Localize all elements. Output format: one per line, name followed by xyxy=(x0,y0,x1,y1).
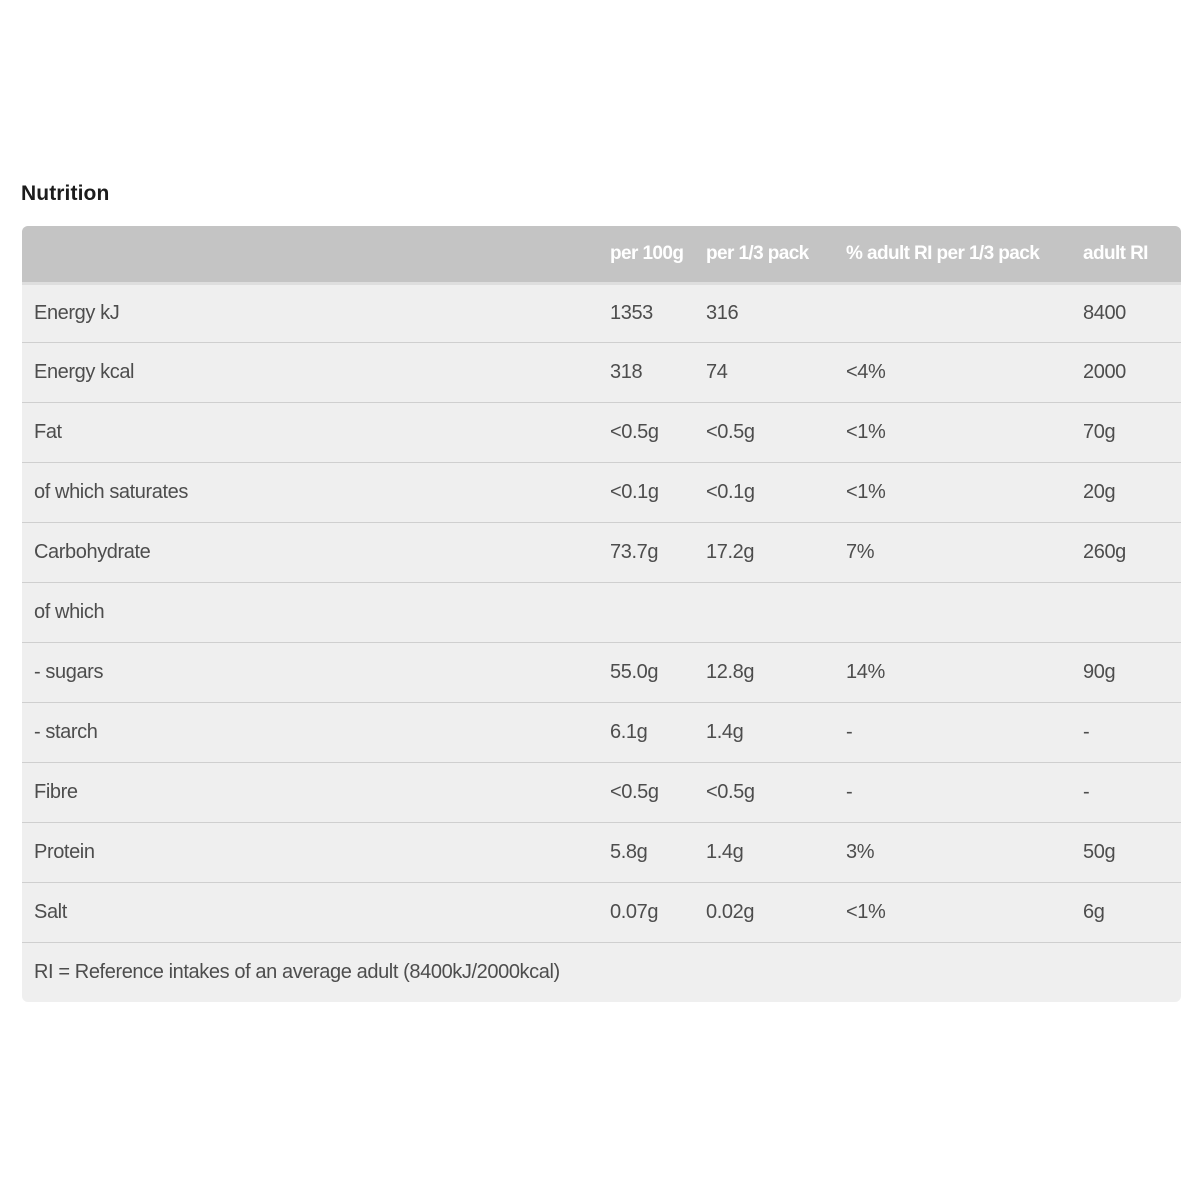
row-label: Energy kJ xyxy=(34,301,120,324)
table-row xyxy=(22,402,1181,462)
cell-per-pack xyxy=(706,582,846,642)
header-per-100g: per 100g xyxy=(610,242,684,264)
cell-ri-percent: - xyxy=(846,720,853,743)
row-label: of which xyxy=(34,600,105,623)
cell-per-pack: 316 xyxy=(706,301,739,324)
row-label: - sugars xyxy=(34,660,104,683)
nutrition-table xyxy=(22,226,1181,1002)
cell-ri-percent: <4% xyxy=(846,360,886,383)
table-row xyxy=(22,822,1181,882)
cell-per-100g: 318 xyxy=(610,360,643,383)
cell-per-100g: 1353 xyxy=(610,301,653,324)
nutrition-table-container xyxy=(22,226,1181,1002)
cell-adult-ri: - xyxy=(1083,720,1090,743)
table-row xyxy=(22,522,1181,582)
table-header xyxy=(22,226,1181,283)
table-row xyxy=(22,462,1181,522)
cell-adult-ri: 6g xyxy=(1083,900,1105,923)
table-row xyxy=(22,882,1181,942)
section-title: Nutrition xyxy=(21,182,110,205)
table-row xyxy=(22,283,1181,342)
cell-per-100g xyxy=(598,582,706,642)
footnote-text: RI = Reference intakes of an average adult (8400kJ/2000kcal) xyxy=(34,960,560,983)
cell-ri-percent: 14% xyxy=(846,660,885,683)
cell-ri-percent xyxy=(846,283,1083,342)
cell-per-pack: 1.4g xyxy=(706,720,744,743)
cell-per-100g: <0.1g xyxy=(610,480,659,503)
cell-ri-percent: - xyxy=(846,780,853,803)
cell-adult-ri: 8400 xyxy=(1083,301,1126,324)
table-row xyxy=(22,642,1181,702)
table-row xyxy=(22,342,1181,402)
table-row xyxy=(22,582,1181,642)
cell-per-pack: 0.02g xyxy=(706,900,755,923)
cell-per-pack: 74 xyxy=(706,360,728,383)
cell-adult-ri: 70g xyxy=(1083,420,1116,443)
cell-per-100g: <0.5g xyxy=(610,780,659,803)
header-adult-ri: adult RI xyxy=(1083,242,1148,264)
cell-adult-ri: 90g xyxy=(1083,660,1116,683)
cell-ri-percent: 7% xyxy=(846,540,875,563)
cell-per-pack: 1.4g xyxy=(706,840,744,863)
row-label: of which saturates xyxy=(34,480,188,503)
header-per-pack: per 1/3 pack xyxy=(706,242,809,264)
row-label: Salt xyxy=(34,900,67,923)
header-row xyxy=(22,226,1181,283)
cell-adult-ri: 2000 xyxy=(1083,360,1126,383)
table-row xyxy=(22,702,1181,762)
cell-per-pack: <0.5g xyxy=(706,780,755,803)
cell-ri-percent: <1% xyxy=(846,480,886,503)
cell-per-100g: 55.0g xyxy=(610,660,659,683)
table-body xyxy=(22,283,1181,942)
table-footer xyxy=(22,942,1181,1002)
cell-per-100g: 6.1g xyxy=(610,720,648,743)
cell-per-100g: 0.07g xyxy=(610,900,659,923)
cell-ri-percent: <1% xyxy=(846,420,886,443)
cell-adult-ri xyxy=(1083,582,1181,642)
cell-per-100g: <0.5g xyxy=(610,420,659,443)
row-label: Protein xyxy=(34,840,95,863)
cell-ri-percent: 3% xyxy=(846,840,875,863)
table-row xyxy=(22,762,1181,822)
footnote-row xyxy=(22,942,1181,1002)
cell-per-pack: 12.8g xyxy=(706,660,755,683)
cell-per-pack: <0.1g xyxy=(706,480,755,503)
cell-adult-ri: - xyxy=(1083,780,1090,803)
cell-adult-ri: 20g xyxy=(1083,480,1116,503)
header-label xyxy=(22,226,598,283)
cell-adult-ri: 50g xyxy=(1083,840,1116,863)
cell-per-pack: 17.2g xyxy=(706,540,755,563)
cell-per-pack: <0.5g xyxy=(706,420,755,443)
row-label: Fibre xyxy=(34,780,78,803)
row-label: - starch xyxy=(34,720,98,743)
cell-per-100g: 5.8g xyxy=(610,840,648,863)
row-label: Energy kcal xyxy=(34,360,135,383)
row-label: Fat xyxy=(34,420,62,443)
row-label: Carbohydrate xyxy=(34,540,151,563)
cell-ri-percent: <1% xyxy=(846,900,886,923)
cell-adult-ri: 260g xyxy=(1083,540,1126,563)
header-ri-percent: % adult RI per 1/3 pack xyxy=(846,242,1040,264)
cell-per-100g: 73.7g xyxy=(610,540,659,563)
cell-ri-percent xyxy=(846,582,1083,642)
